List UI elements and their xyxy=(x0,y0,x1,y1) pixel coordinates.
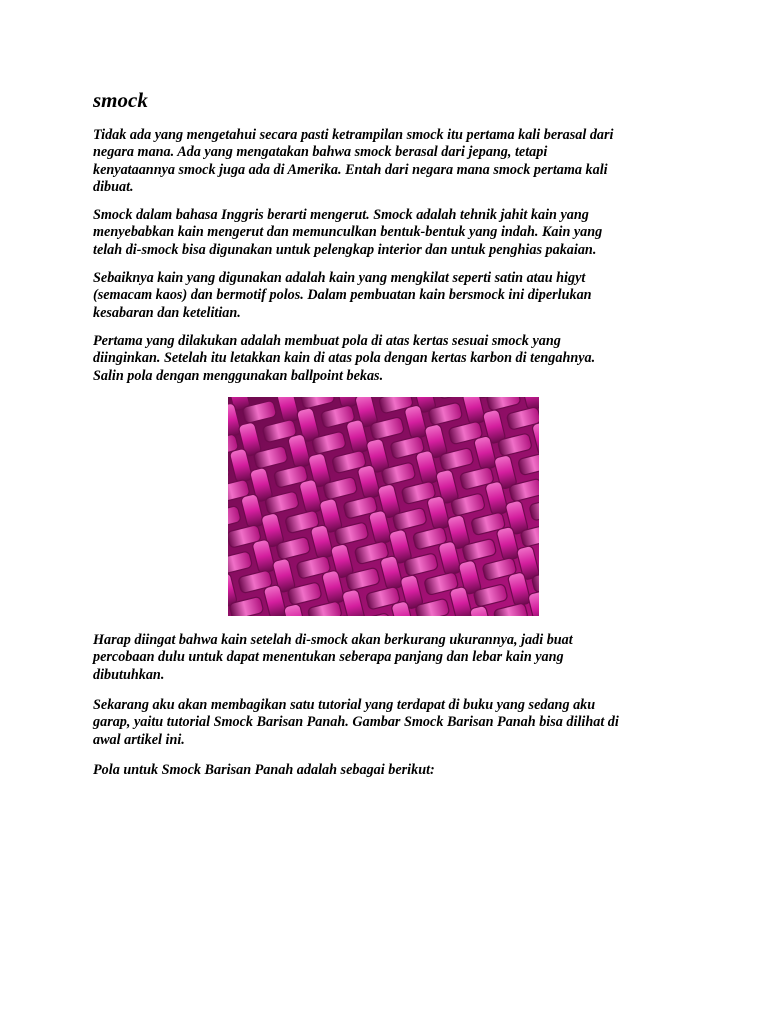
paragraph-origin: Tidak ada yang mengetahui secara pasti ketrampilan smock itu pertama kali berasal dari negara mana. Ada yang mengatakan bahwa smock berasal dari jepang, tetapi kenyataannya smock juga ada di Amerika. Entah dari negara mana smock pertama kali dibuat. xyxy=(93,127,614,195)
paragraph-fabric-choice: Sebaiknya kain yang digunakan adalah kain yang mengkilat seperti satin atau higyt (semacam kaos) dan bermotif polos. Dalam pembuatan kain bersmock ini diperlukan kesabaran dan ketelitian. xyxy=(93,270,592,321)
document-title: smock xyxy=(93,88,148,112)
paragraph-first-step: Pertama yang dilakukan adalah membuat pola di atas kertas sesuai smock yang diinginkan. Setelah itu letakkan kain di atas pola dengan kertas karbon di tengahnya. Salin pola dengan menggunakan ballpoint bekas. xyxy=(93,333,596,384)
paragraph-definition: Smock dalam bahasa Inggris berarti mengerut. Smock adalah tehnik jahit kain yang menyebabkan kain mengerut dan memunculkan bentuk-bentuk yang indah. Kain yang telah di-smock bisa digunakan untuk pelengkap interior dan untuk penghias pakaian. xyxy=(93,207,603,258)
paragraph-pattern-intro: Pola untuk Smock Barisan Panah adalah sebagai berikut: xyxy=(93,762,435,778)
paragraph-shrink-note: Harap diingat bahwa kain setelah di-smock akan berkurang ukurannya, jadi buat percobaan dulu untuk dapat menentukan seberapa panjang dan lebar kain yang dibutuhkan. xyxy=(93,632,573,683)
smock-fabric-photo xyxy=(228,397,539,616)
smock-fabric-image xyxy=(228,397,539,616)
paragraph-tutorial-intro: Sekarang aku akan membagikan satu tutorial yang terdapat di buku yang sedang aku garap, yaitu tutorial Smock Barisan Panah. Gambar Smock Barisan Panah bisa dilihat di awal artikel ini. xyxy=(93,697,619,748)
